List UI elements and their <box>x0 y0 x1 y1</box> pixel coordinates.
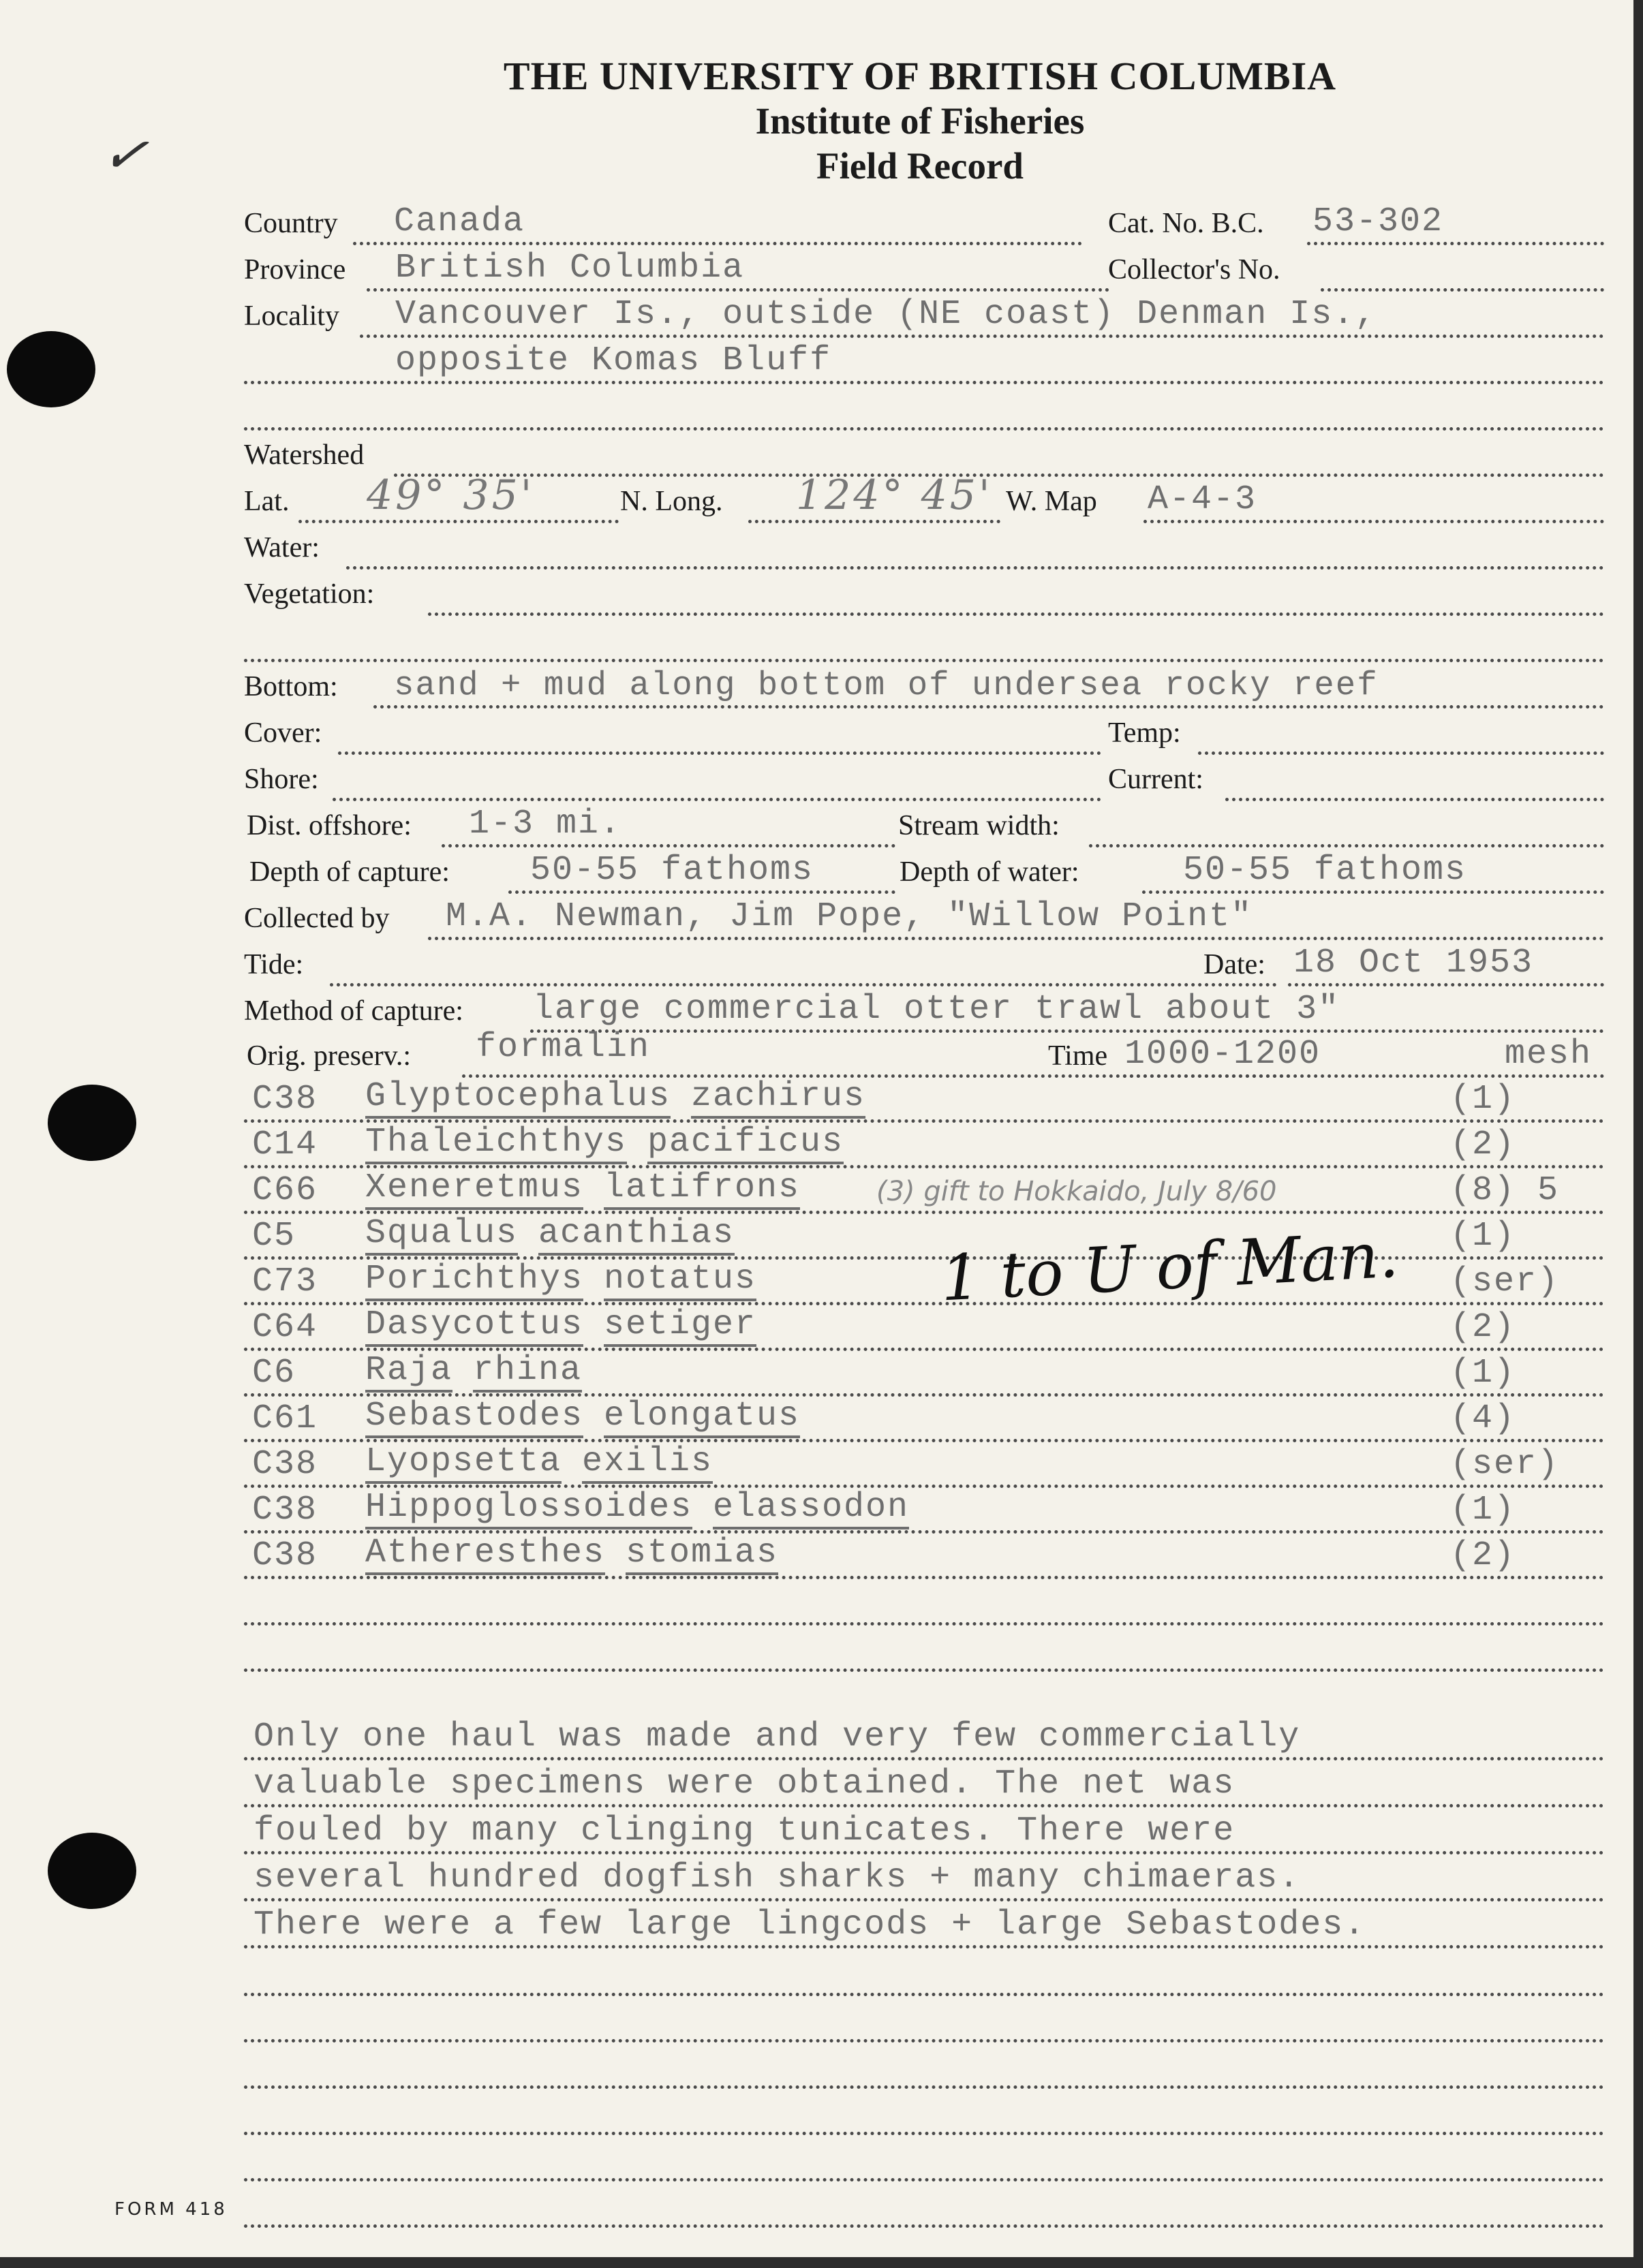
row-collected-by <box>244 894 1604 940</box>
collected-by-value: M.A. Newman, Jim Pope, "Willow Point" <box>446 897 1253 936</box>
blank-line <box>244 1950 1604 1996</box>
row-locality <box>244 292 1604 338</box>
collectors-no-label: Collector's No. <box>1108 254 1280 285</box>
date-label: Date: <box>1203 949 1265 980</box>
shore-label: Shore: <box>244 764 319 795</box>
row-dist-offshore <box>244 801 1604 848</box>
species-row <box>244 1076 1604 1123</box>
orig-preserv-label: Orig. preserv.: <box>247 1040 412 1072</box>
punch-hole-top <box>7 331 95 407</box>
species-epithet: stomias <box>626 1534 778 1575</box>
species-epithet: rhina <box>473 1351 582 1393</box>
stream-width-label: Stream width: <box>898 810 1060 841</box>
vegetation-label: Vegetation: <box>244 578 375 610</box>
time-value: 1000-1200 <box>1124 1035 1321 1074</box>
temp-label: Temp: <box>1108 717 1181 749</box>
species-count: (2) <box>1450 1125 1516 1164</box>
locality-label: Locality <box>244 300 339 332</box>
remark-line <box>244 1808 1604 1854</box>
species-epithet: zachirus <box>691 1077 865 1119</box>
lat-value: 49° 35' <box>367 471 535 519</box>
species-genus: Xeneretmus <box>365 1168 583 1210</box>
species-count: (4) <box>1450 1399 1516 1438</box>
species-row <box>244 1122 1604 1168</box>
form-number: FORM 418 <box>114 2199 228 2220</box>
institute-title: Institute of Fisheries <box>755 100 1085 142</box>
species-code: C61 <box>252 1399 318 1438</box>
time-label: Time <box>1048 1040 1108 1072</box>
species-row <box>244 1396 1604 1442</box>
blank-line <box>244 1579 1604 1626</box>
species-epithet: notatus <box>604 1260 756 1301</box>
species-count: (ser) <box>1450 1262 1560 1301</box>
remark-text: several hundred dogfish sharks + many chimaeras. <box>254 1859 1301 1897</box>
species-count: (2) <box>1450 1308 1516 1347</box>
watershed-label: Watershed <box>244 439 365 471</box>
bottom-value: sand + mud along bottom of undersea rocky reef <box>394 666 1379 704</box>
species-row <box>244 1259 1604 1305</box>
row-vegetation-2 <box>244 616 1604 662</box>
species-code: C38 <box>252 1445 318 1484</box>
row-vegetation <box>244 570 1604 616</box>
depth-capture-value: 50-55 fathoms <box>530 851 814 890</box>
orig-preserv-value: formalin <box>476 1028 651 1067</box>
locality-value-2: opposite Komas Bluff <box>395 341 832 380</box>
blank-line <box>244 2089 1604 2135</box>
depth-water-label: Depth of water: <box>900 856 1079 888</box>
row-tide <box>244 940 1604 987</box>
tide-label: Tide: <box>244 949 304 980</box>
species-genus: Sebastodes <box>365 1397 583 1438</box>
species-row <box>244 1487 1604 1534</box>
species-genus: Raja <box>365 1351 452 1393</box>
row-cover <box>244 709 1604 755</box>
cat-no-label: Cat. No. B.C. <box>1108 208 1264 239</box>
depth-capture-label: Depth of capture: <box>249 856 450 888</box>
row-bottom <box>244 662 1604 709</box>
species-epithet: pacificus <box>647 1123 844 1164</box>
remark-text: valuable specimens were obtained. The net was <box>254 1765 1235 1803</box>
blank-line <box>244 2135 1604 2181</box>
punch-hole-bottom <box>48 1833 136 1909</box>
species-row <box>244 1305 1604 1351</box>
species-count: (2) <box>1450 1536 1516 1575</box>
punch-hole-middle <box>48 1085 136 1161</box>
species-row <box>244 1533 1604 1579</box>
method-label: Method of capture: <box>244 995 463 1027</box>
row-water <box>244 523 1604 570</box>
species-epithet: latifrons <box>604 1168 800 1210</box>
mesh-value: mesh <box>1505 1035 1593 1074</box>
bottom-label: Bottom: <box>244 671 338 702</box>
collected-by-label: Collected by <box>244 903 390 934</box>
species-epithet: acanthias <box>538 1214 735 1256</box>
species-count: (1) <box>1450 1217 1516 1256</box>
species-code: C73 <box>252 1262 318 1301</box>
row-watershed <box>244 431 1604 477</box>
species-count: (1) <box>1450 1080 1516 1119</box>
n-long-label: N. Long. <box>620 486 723 517</box>
row-shore <box>244 755 1604 801</box>
species-genus: Dasycottus <box>365 1305 583 1347</box>
long-value: 124° 45' <box>796 471 993 519</box>
check-mark: ✓ <box>97 119 153 189</box>
species-code: C38 <box>252 1491 318 1529</box>
species-code: C14 <box>252 1125 318 1164</box>
blank-line <box>244 1626 1604 1672</box>
date-value: 18 Oct 1953 <box>1293 944 1534 982</box>
blank-line <box>244 2042 1604 2089</box>
country-value: Canada <box>394 202 525 241</box>
country-label: Country <box>244 208 338 239</box>
dist-offshore-value: 1-3 mi. <box>469 805 622 843</box>
remark-text: There were a few large lingcods + large Sebastodes. <box>254 1906 1366 1944</box>
species-row <box>244 1213 1604 1260</box>
institution-title: THE UNIVERSITY OF BRITISH COLUMBIA <box>503 54 1337 98</box>
species-count: (1) <box>1450 1354 1516 1393</box>
row-country <box>244 199 1604 245</box>
species-count: (ser) <box>1450 1445 1560 1484</box>
species-row <box>244 1442 1604 1488</box>
lat-label: Lat. <box>244 486 290 517</box>
uman-note: 1 to U of Man. <box>938 1218 1400 1316</box>
row-province <box>244 245 1604 292</box>
map-value: A-4-3 <box>1148 480 1257 519</box>
row-lat-long <box>244 471 1604 523</box>
remark-line <box>244 1761 1604 1807</box>
blank-line <box>244 1996 1604 2042</box>
species-epithet: elongatus <box>604 1397 800 1438</box>
row-locality-2 <box>244 338 1604 384</box>
depth-water-value: 50-55 fathoms <box>1183 851 1467 890</box>
locality-value-1: Vancouver Is., outside (NE coast) Denman Is., <box>395 295 1377 334</box>
row-method <box>244 987 1604 1033</box>
remark-line <box>244 1714 1604 1760</box>
species-code: C6 <box>252 1354 296 1393</box>
species-genus: Porichthys <box>365 1260 583 1301</box>
species-genus: Glyptocephalus <box>365 1077 671 1119</box>
species-count: (8) 5 <box>1450 1171 1560 1210</box>
species-count: (1) <box>1450 1491 1516 1529</box>
w-map-label: W. Map <box>1006 486 1097 517</box>
gift-note: (3) gift to Hokkaido, July 8/60 <box>876 1176 1277 1207</box>
species-epithet: elassodon <box>713 1488 909 1529</box>
species-epithet: setiger <box>604 1305 756 1347</box>
dist-offshore-label: Dist. offshore: <box>247 810 412 841</box>
species-code: C38 <box>252 1536 318 1575</box>
current-label: Current: <box>1108 764 1203 795</box>
species-epithet: exilis <box>582 1442 713 1484</box>
species-genus: Squalus <box>365 1214 518 1256</box>
species-row <box>244 1350 1604 1397</box>
blank-line <box>244 2181 1604 2228</box>
remark-line <box>244 1902 1604 1948</box>
remark-text: Only one haul was made and very few commercially <box>254 1718 1301 1756</box>
species-code: C64 <box>252 1308 318 1347</box>
species-code: C66 <box>252 1171 318 1210</box>
row-locality-3 <box>244 384 1604 431</box>
water-label: Water: <box>244 532 320 563</box>
cover-label: Cover: <box>244 717 322 749</box>
species-code: C5 <box>252 1217 296 1256</box>
species-genus: Thaleichthys <box>365 1123 627 1164</box>
species-code: C38 <box>252 1080 318 1119</box>
cat-no-value: 53-302 <box>1312 202 1444 241</box>
remark-text: fouled by many clinging tunicates. There were <box>254 1812 1235 1850</box>
province-label: Province <box>244 254 346 285</box>
row-orig-preserv <box>244 1028 1604 1078</box>
species-genus: Hippoglossoides <box>365 1488 692 1529</box>
province-value: British Columbia <box>395 249 745 288</box>
species-genus: Lyopsetta <box>365 1442 562 1484</box>
form-title: Field Record <box>816 145 1024 187</box>
method-value: large commercial otter trawl about 3" <box>533 990 1340 1029</box>
species-genus: Atheresthes <box>365 1534 605 1575</box>
row-depth <box>244 848 1604 894</box>
remark-line <box>244 1855 1604 1901</box>
